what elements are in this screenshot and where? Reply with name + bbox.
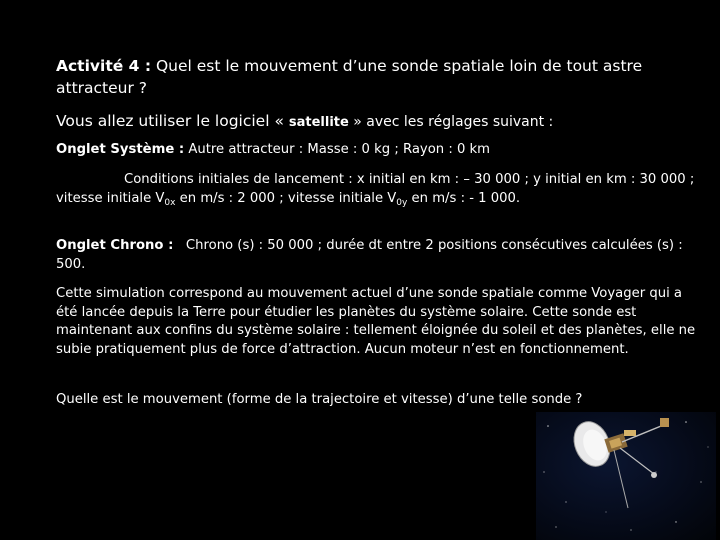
conditions-part1: Conditions initiales de lancement : x initial en km : – 30 000 ; y initial en km : 30 000 ; vitesse initiale V: [56, 172, 695, 206]
conditions-sub-v0y: 0y: [396, 197, 408, 208]
starfield: [543, 421, 708, 530]
simulation-paragraph: Cette simulation correspond au mouvement actuel d’une sonde spatiale comme Voyager qui a été lancée depuis la Terre pour étudier les planètes du système solaire. Cette sonde est maintenant aux confins du système solaire : tellement éloignée du soleil et des planètes, elle ne subie pratiquement plus de force d’attraction. Aucun moteur n’est en fonctionnement.: [56, 286, 696, 357]
question-paragraph: Quelle est le mouvement (forme de la trajectoire et vitesse) d’une telle sonde ?: [56, 392, 583, 407]
activity-title: [56, 55, 696, 99]
onglet-systeme-text: Autre attracteur : Masse : 0 kg ; Rayon : 0 km: [188, 142, 491, 157]
activity-label: Activité 4 :: [56, 57, 152, 75]
initial-conditions: [56, 171, 696, 212]
onglet-systeme: [56, 141, 696, 160]
onglet-chrono: [56, 237, 696, 274]
voyager-probe-image: [536, 412, 716, 540]
onglet-systeme-label: Onglet Système :: [56, 142, 185, 157]
conditions-part2: en m/s : 2 000 ; vitesse initiale V: [175, 190, 397, 206]
software-name: satellite: [288, 115, 349, 130]
onglet-chrono-label: Onglet Chrono :: [56, 238, 174, 253]
voyager-probe-icon: [536, 412, 716, 540]
conditions-sub-v0x: 0x: [164, 197, 176, 208]
activity-question: Quel est le mouvement d’une sonde spatiale loin de tout astre attracteur ?: [56, 57, 643, 97]
probe-body: [568, 416, 669, 508]
intro-paragraph: [56, 110, 696, 134]
intro-before: Vous allez utiliser le logiciel «: [56, 112, 289, 130]
conditions-part3: en m/s : - 1 000.: [407, 190, 521, 206]
onglet-chrono-text: Chrono (s) : 50 000 ; durée dt entre 2 positions consécutives calculées (s) : 500.: [56, 238, 683, 272]
intro-after: » avec les réglages suivant :: [348, 114, 554, 130]
